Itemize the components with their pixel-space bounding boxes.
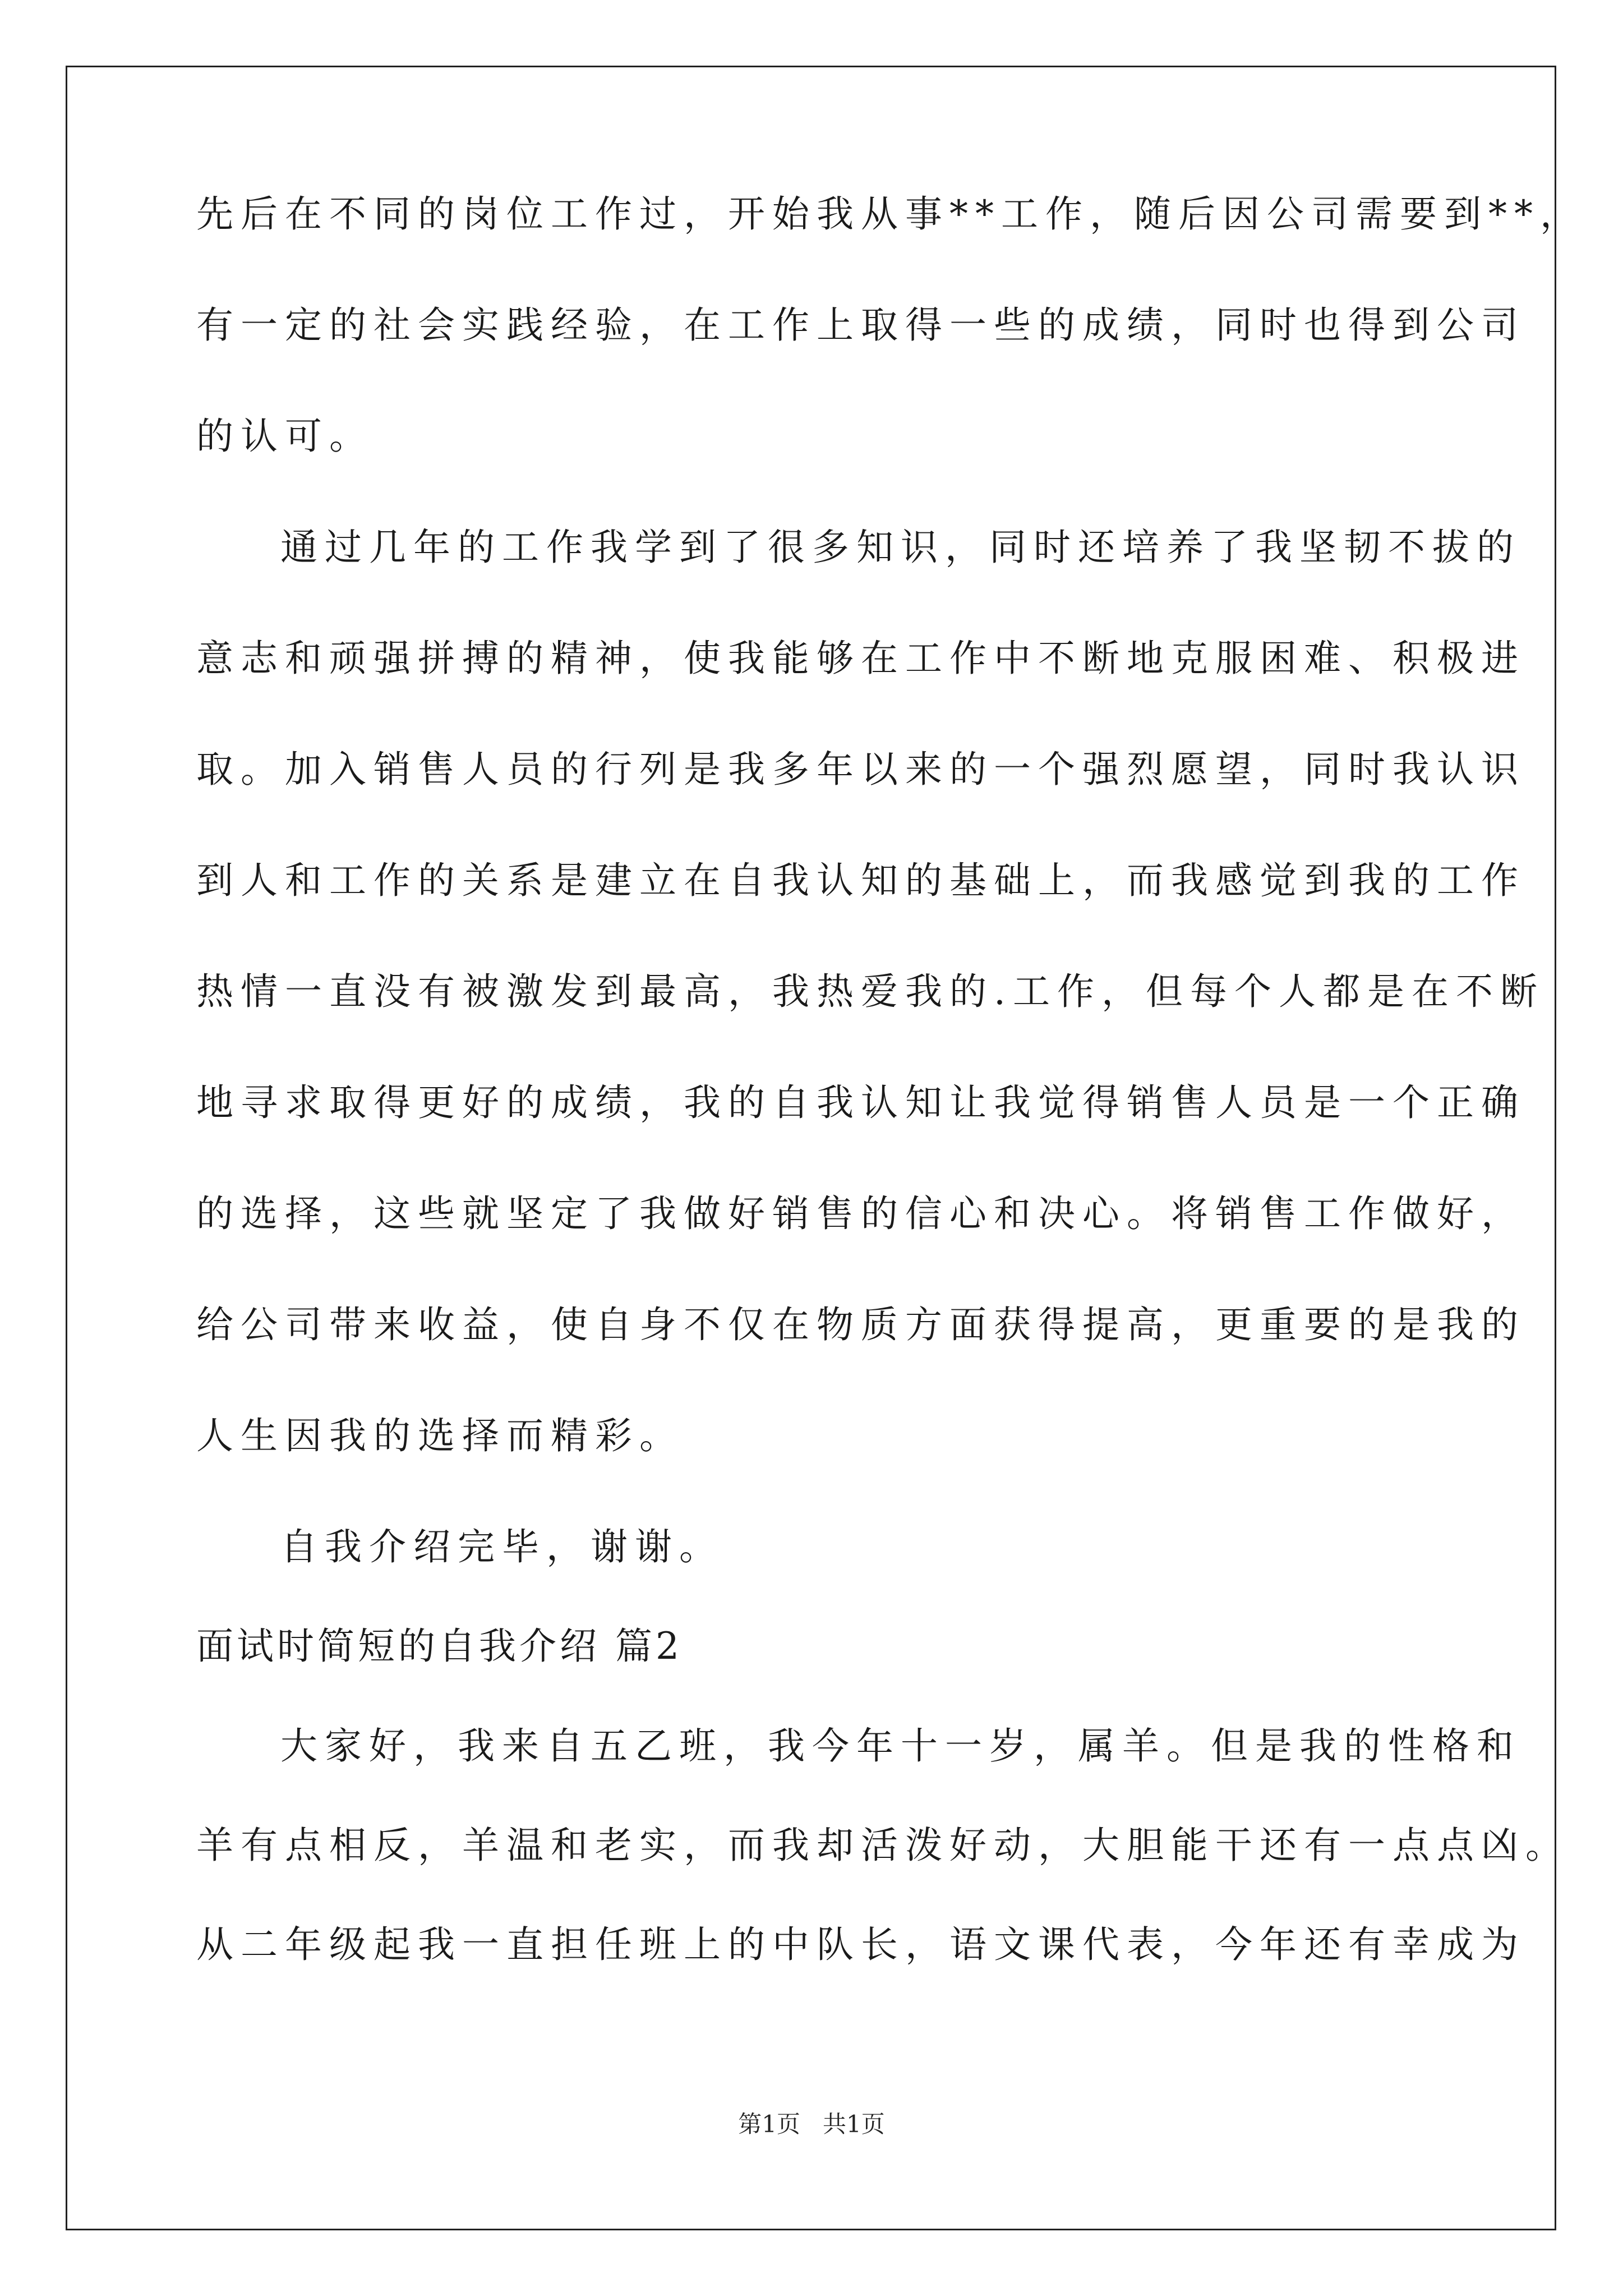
paragraph-line: 取。加入销售人员的行列是我多年以来的一个强烈愿望，同时我认识	[196, 748, 1525, 791]
paragraph-line: 热情一直没有被激发到最高，我热爱我的.工作，但每个人都是在不断	[196, 970, 1544, 1013]
section-heading: 面试时简短的自我介绍 篇2	[196, 1625, 683, 1668]
paragraph-line: 的选择，这些就坚定了我做好销售的信心和决心。将销售工作做好，	[196, 1192, 1525, 1235]
paragraph-line: 通过几年的工作我学到了很多知识，同时还培养了我坚韧不拔的	[280, 526, 1521, 569]
paragraph-line: 地寻求取得更好的成绩，我的自我认知让我觉得销售人员是一个正确	[196, 1081, 1525, 1124]
paragraph-line: 羊有点相反，羊温和老实，而我却活泼好动，大胆能干还有一点点凶。	[196, 1824, 1570, 1867]
page-border	[66, 66, 1556, 2230]
paragraph-line: 意志和顽强拼搏的精神，使我能够在工作中不断地克服困难、积极进	[196, 637, 1525, 680]
page-footer: 第1页 共1页	[738, 2110, 885, 2138]
paragraph-line: 人生因我的选择而精彩。	[196, 1414, 684, 1457]
paragraph-line: 大家好，我来自五乙班，我今年十一岁，属羊。但是我的性格和	[280, 1724, 1521, 1768]
paragraph-line: 有一定的社会实践经验，在工作上取得一些的成绩，同时也得到公司	[196, 303, 1525, 347]
paragraph-line: 到人和工作的关系是建立在自我认知的基础上，而我感觉到我的工作	[196, 859, 1525, 902]
paragraph-line: 自我介绍完毕，谢谢。	[280, 1525, 723, 1568]
paragraph-line: 从二年级起我一直担任班上的中队长，语文课代表，今年还有幸成为	[196, 1923, 1525, 1966]
paragraph-line: 的认可。	[196, 415, 374, 458]
paragraph-line: 给公司带来收益，使自身不仅在物质方面获得提高，更重要的是我的	[196, 1303, 1525, 1346]
paragraph-line: 先后在不同的岗位工作过，开始我从事**工作，随后因公司需要到**，	[196, 192, 1584, 236]
